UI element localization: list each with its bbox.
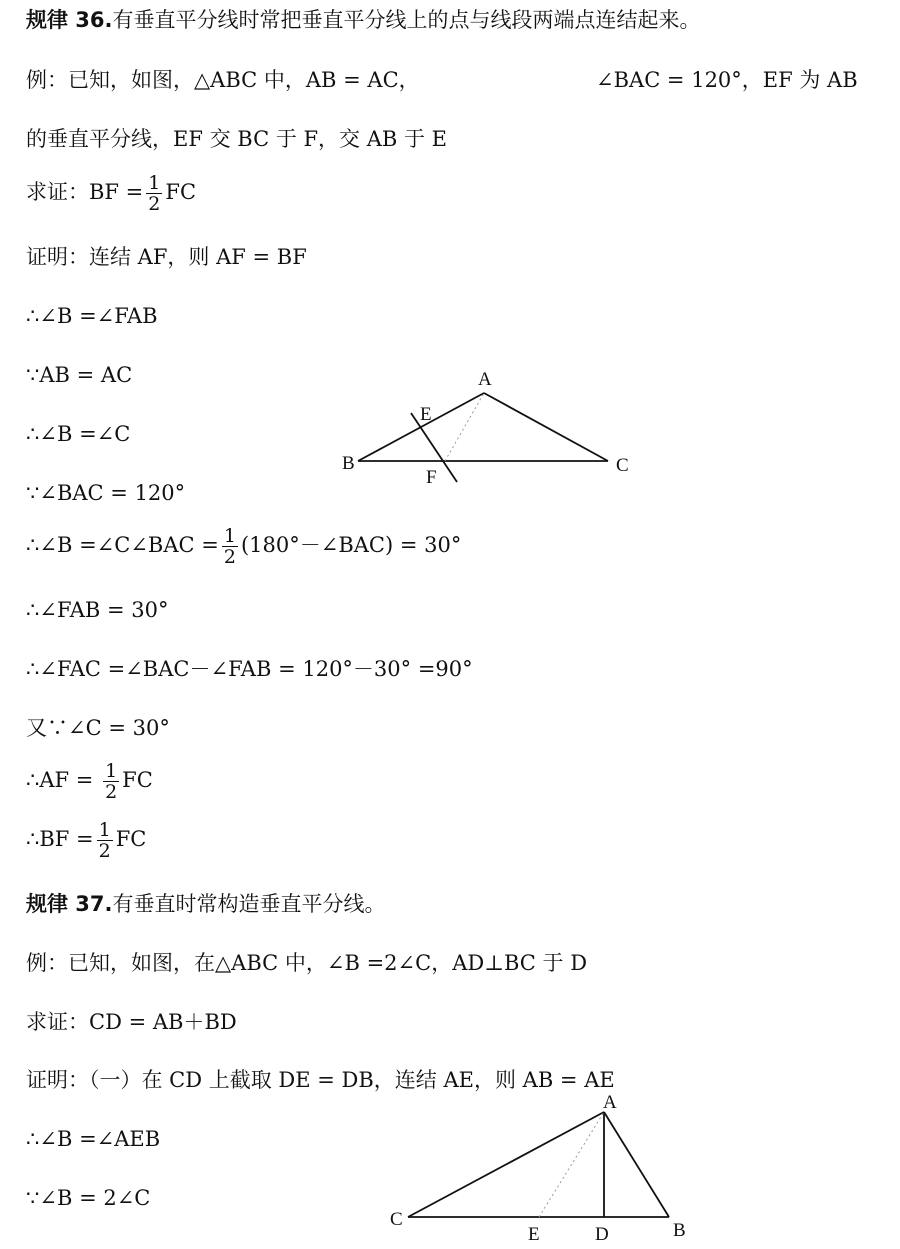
- frac-den: 2: [223, 546, 236, 568]
- rule36-step4: ∵∠BAC = 120°: [26, 481, 186, 505]
- rule36-step8: 又∵∠C = 30°: [26, 716, 170, 740]
- frac-num: 1: [148, 172, 161, 194]
- label-E: E: [528, 1224, 540, 1245]
- rule37-step1: ∴∠B =∠AEB: [26, 1127, 161, 1151]
- prove-prefix: 求证：BF =: [26, 180, 144, 204]
- frac-den: 2: [148, 193, 161, 215]
- segment-AE: [539, 1112, 604, 1217]
- step5-suffix: (180°－∠BAC) = 30°: [240, 533, 462, 557]
- rule36-step3: ∴∠B =∠C: [26, 422, 131, 446]
- rule36-step7: ∴∠FAC =∠BAC－∠FAB = 120°－30° =90°: [26, 657, 473, 681]
- rule36-proof-start: 证明：连结 AF，则 AF = BF: [26, 245, 307, 269]
- frac-num: 1: [98, 819, 111, 841]
- rule36-heading: 规律 36.: [26, 8, 113, 32]
- prove-suffix: FC: [165, 180, 197, 204]
- rule36-example-a: 例：已知，如图，△ABC 中，AB = AC，: [26, 68, 420, 92]
- segment-AB: [604, 1112, 669, 1217]
- frac-den: 2: [105, 781, 118, 803]
- label-C: C: [390, 1209, 403, 1230]
- step9-suffix: FC: [122, 768, 153, 792]
- label-C: C: [616, 455, 629, 476]
- rule37-step2: ∵∠B = 2∠C: [26, 1186, 151, 1210]
- rule37-proof-start: 证明：（一）在 CD 上截取 DE = DB，连结 AE，则 AB = AE: [26, 1068, 615, 1092]
- label-E: E: [420, 404, 432, 425]
- label-A: A: [478, 369, 492, 390]
- rule37-title: 有垂直时常构造垂直平分线。: [112, 892, 386, 916]
- rule36-example-c: 的垂直平分线，EF 交 BC 于 F，交 AB 于 E: [26, 127, 448, 151]
- rule37-prove: 求证：CD = AB＋BD: [26, 1010, 237, 1034]
- frac-den: 2: [98, 840, 111, 862]
- frac-num: 1: [223, 525, 236, 547]
- label-B: B: [673, 1220, 686, 1241]
- label-F: F: [426, 467, 437, 488]
- rule36-step1: ∴∠B =∠FAB: [26, 304, 158, 328]
- rule36-step6: ∴∠FAB = 30°: [26, 598, 169, 622]
- frac-num: 1: [105, 760, 118, 782]
- step9-prefix: ∴AF =: [26, 768, 94, 792]
- label-B: B: [342, 453, 355, 474]
- rule36-example-b: ∠BAC = 120°，EF 为 AB: [596, 68, 858, 92]
- rule36-step2: ∵AB = AC: [26, 363, 133, 387]
- rule37-example: 例：已知，如图，在△ABC 中，∠B =2∠C，AD⊥BC 于 D: [26, 951, 588, 975]
- rule37-heading: 规律 37.: [26, 892, 113, 916]
- step10-prefix: ∴BF =: [26, 827, 94, 851]
- label-A: A: [603, 1092, 617, 1113]
- step10-suffix: FC: [115, 827, 147, 851]
- step5-prefix: ∴∠B =∠C∠BAC =: [26, 533, 219, 557]
- label-D: D: [595, 1224, 609, 1245]
- rule36-title: 有垂直平分线时常把垂直平分线上的点与线段两端点连结起来。: [112, 8, 701, 32]
- segment-CA: [408, 1112, 604, 1217]
